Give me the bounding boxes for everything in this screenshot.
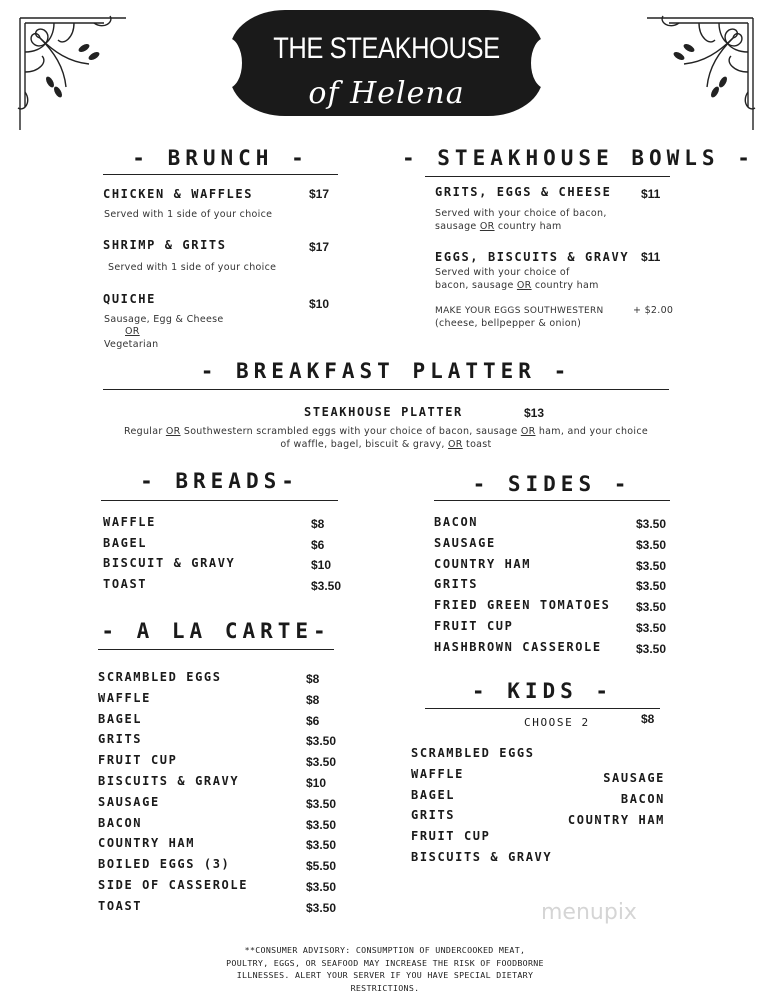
kids-item: COUNTRY HAM: [567, 812, 665, 827]
menu-item-price: $8: [306, 692, 320, 707]
menu-item-name: BISCUIT & GRAVY: [103, 556, 236, 571]
platter-description-line1: [103, 426, 669, 439]
kids-heading: - KIDS -: [471, 679, 614, 703]
menu-item-price: $3.50: [306, 838, 337, 853]
menu-item-price: $10: [309, 297, 330, 311]
menu-item-name: STEAKHOUSE PLATTER: [304, 405, 463, 419]
sides-heading: - SIDES -: [472, 472, 632, 496]
menu-item-price: $3.50: [636, 517, 667, 531]
bowls-heading: - STEAKHOUSE BOWLS -: [402, 146, 755, 170]
kids-choose-label: CHOOSE 2: [524, 716, 590, 729]
menu-item-name: GRITS: [434, 577, 479, 592]
menu-item-price: $6: [306, 713, 320, 728]
corner-ornament-right-icon: [644, 12, 759, 132]
menu-item-name: QUICHE: [103, 292, 156, 306]
description-part: Southwestern scrambled eggs with your choice of bacon, sausage: [180, 426, 521, 437]
menu-item-price: $10: [306, 776, 327, 790]
menu-item-price: $3.50: [306, 755, 337, 770]
menu-item-price: $3.50: [636, 558, 667, 573]
menu-item-price: $3.50: [636, 621, 667, 635]
menu-item-description: [435, 280, 599, 293]
alacarte-heading: - A LA CARTE-: [101, 619, 331, 643]
menu-item-name: SAUSAGE: [98, 794, 160, 809]
kids-item: BISCUITS & GRAVY: [411, 850, 553, 864]
menu-item-name: BAGEL: [103, 535, 148, 550]
menu-item-name: WAFFLE: [103, 515, 156, 529]
menu-item-price: $3.50: [306, 900, 337, 915]
menu-item-price: $17: [309, 240, 330, 254]
kids-item: SAUSAGE: [603, 771, 665, 785]
menu-item-description-or: OR: [125, 326, 140, 337]
addon-price: + $2.00: [633, 305, 674, 316]
menu-item-price: $11: [641, 250, 661, 264]
advisory-line: RESTRICTIONS.: [350, 982, 420, 993]
menu-item-name: COUNTRY HAM: [434, 556, 532, 571]
menu-item-name: FRUIT CUP: [98, 753, 178, 768]
description-part: country ham: [494, 221, 562, 232]
advisory-line: **CONSUMER ADVISORY: CONSUMPTION OF UNDERCOOKED MEAT,: [244, 945, 526, 955]
kids-item: SCRAMBLED EGGS: [411, 746, 535, 760]
menu-item-price: $3.50: [311, 579, 342, 594]
addon-label: MAKE YOUR EGGS SOUTHWESTERN: [435, 306, 604, 316]
menu-item-name: SIDE OF CASSEROLE: [98, 878, 249, 892]
menu-item-name: WAFFLE: [98, 690, 151, 705]
platter-heading: - BREAKFAST PLATTER -: [200, 359, 572, 383]
menu-item-description: Served with 1 side of your choice: [104, 209, 273, 220]
menu-item-name: TOAST: [98, 898, 143, 913]
menu-item-description: Vegetarian: [104, 339, 159, 350]
breads-heading: - BREADS-: [140, 469, 299, 493]
menu-item-price: $3.50: [306, 817, 337, 832]
kids-item: BAGEL: [411, 787, 456, 802]
menu-item-price: $11: [641, 187, 661, 201]
menu-item-name: BOILED EGGS (3): [98, 857, 231, 872]
platter-description-line2: [103, 439, 669, 452]
menu-item-price: $3.50: [306, 796, 337, 811]
menu-item-name: BAGEL: [98, 711, 143, 726]
restaurant-title: THE STEAKHOUSE: [273, 32, 500, 65]
kids-price: $8: [641, 712, 655, 726]
menu-item-name: COUNTRY HAM: [98, 836, 196, 851]
title-banner: [230, 10, 543, 116]
menu-item-description: Served with your choice of bacon,: [435, 208, 607, 219]
menu-item-price: $3.50: [636, 537, 667, 552]
menu-item-description: Sausage, Egg & Cheese: [104, 314, 224, 325]
brunch-heading: - BRUNCH -: [132, 146, 309, 170]
description-part: of waffle, bagel, biscuit & gravy,: [280, 439, 449, 450]
menu-item-name: GRITS, EGGS & CHEESE: [435, 185, 612, 199]
menu-item-name: BACON: [434, 515, 479, 529]
menu-item-price: $3.50: [306, 880, 337, 894]
menu-item-price: $3.50: [636, 641, 667, 656]
menu-item-price: $8: [311, 517, 325, 531]
consumer-advisory: [205, 944, 565, 994]
menu-item-name: BACON: [98, 815, 143, 830]
menu-item-name: FRIED GREEN TOMATOES: [434, 598, 611, 613]
breads-divider: [101, 500, 338, 501]
description-part: country ham: [531, 280, 599, 291]
description-part: bacon, sausage: [435, 280, 517, 291]
menu-item-name: BISCUITS & GRAVY: [98, 774, 240, 788]
menu-item-name: SAUSAGE: [434, 535, 496, 550]
description-or: OR: [448, 439, 463, 450]
menu-item-name: CHICKEN & WAFFLES: [103, 187, 254, 201]
sides-divider: [434, 500, 670, 501]
menu-item-name: FRUIT CUP: [434, 619, 514, 633]
description-or: OR: [516, 280, 532, 291]
menu-item-price: $5.50: [306, 859, 337, 874]
menu-item-name: EGGS, BISCUITS & GRAVY: [435, 250, 630, 264]
kids-item: GRITS: [411, 808, 456, 823]
restaurant-subtitle: of Helena: [308, 76, 465, 111]
description-or: OR: [520, 426, 536, 437]
menu-item-price: $17: [309, 187, 330, 201]
description-or: OR: [165, 426, 181, 437]
menu-item-name: SCRAMBLED EGGS: [98, 670, 222, 684]
menu-item-name: TOAST: [103, 577, 148, 592]
menu-item-name: HASHBROWN CASSEROLE: [434, 639, 602, 654]
menu-item-price: $6: [311, 537, 325, 552]
platter-divider: [103, 389, 669, 390]
description-part: toast: [462, 439, 492, 450]
corner-ornament-left-icon: [14, 12, 129, 132]
menu-item-price: $8: [306, 672, 320, 686]
menu-item-price: $13: [524, 406, 545, 420]
menu-item-description: Served with 1 side of your choice: [108, 262, 277, 273]
menu-item-description: [435, 221, 562, 234]
menu-item-name: SHRIMP & GRITS: [103, 238, 227, 252]
menu-item-price: $3.50: [306, 734, 337, 749]
addon-description: (cheese, bellpepper & onion): [435, 318, 582, 329]
description-part: sausage: [435, 221, 480, 232]
menu-item-price: $3.50: [636, 600, 667, 615]
kids-item: WAFFLE: [411, 766, 464, 781]
menu-item-price: $10: [311, 558, 332, 573]
description-or: OR: [479, 221, 495, 232]
menu-item-name: GRITS: [98, 732, 143, 747]
kids-divider: [425, 708, 660, 709]
menu-item-price: $3.50: [636, 579, 667, 594]
alacarte-divider: [98, 649, 334, 650]
description-part: Regular: [124, 426, 166, 437]
description-part: ham, and your choice: [535, 426, 648, 437]
kids-item: FRUIT CUP: [411, 829, 491, 844]
menupix-watermark: menupix: [541, 900, 637, 925]
advisory-line: ILLNESSES. ALERT YOUR SERVER IF YOU HAVE SPECIAL DIETARY: [236, 970, 534, 980]
kids-item: BACON: [620, 791, 665, 806]
bowls-divider: [425, 176, 670, 177]
brunch-divider: [103, 174, 338, 175]
advisory-line: POULTRY, EGGS, OR SEAFOOD MAY INCREASE THE RISK OF FOODBORNE: [226, 957, 544, 968]
menu-item-description: Served with your choice of: [435, 267, 570, 278]
